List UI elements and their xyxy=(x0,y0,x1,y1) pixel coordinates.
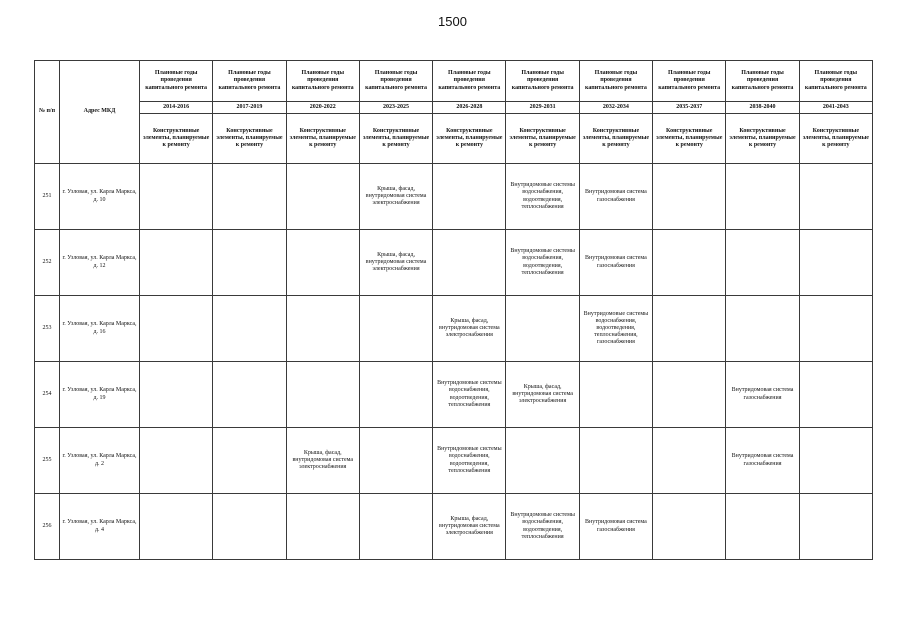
row-number: 251 xyxy=(35,164,60,230)
header-period: 2023-2025 xyxy=(359,102,432,114)
row-address: г. Узловая, ул. Карла Маркса, д. 10 xyxy=(60,164,140,230)
work-cell: Внутридомовые системы водоснабжения, водоотведения, теплоснабжения xyxy=(506,494,579,560)
work-cell xyxy=(799,230,872,296)
work-cell: Крыша, фасад, внутридомовая система электроснабжения xyxy=(433,296,506,362)
work-cell xyxy=(653,494,726,560)
header-period: 2041-2043 xyxy=(799,102,872,114)
work-cell xyxy=(506,428,579,494)
work-cell xyxy=(140,362,213,428)
work-cell xyxy=(140,230,213,296)
table-row xyxy=(35,494,873,560)
header-planned-years: Плановые годы проведения капитального ремонта xyxy=(726,61,799,102)
work-cell xyxy=(726,164,799,230)
work-cell xyxy=(579,428,652,494)
header-planned-years: Плановые годы проведения капитального ремонта xyxy=(213,61,286,102)
header-planned-years: Плановые годы проведения капитального ремонта xyxy=(433,61,506,102)
work-cell xyxy=(359,494,432,560)
row-address: г. Узловая, ул. Карла Маркса, д. 16 xyxy=(60,296,140,362)
work-cell xyxy=(286,296,359,362)
work-cell xyxy=(726,296,799,362)
work-cell xyxy=(579,362,652,428)
work-cell: Внутридомовая система газоснабжения xyxy=(579,494,652,560)
work-cell: Внутридомовая система газоснабжения xyxy=(579,164,652,230)
header-period: 2026-2028 xyxy=(433,102,506,114)
work-cell xyxy=(799,164,872,230)
header-planned-years: Плановые годы проведения капитального ремонта xyxy=(359,61,432,102)
row-address: г. Узловая, ул. Карла Маркса, д. 12 xyxy=(60,230,140,296)
header-number: № п/п xyxy=(35,61,60,164)
row-number: 252 xyxy=(35,230,60,296)
work-cell xyxy=(213,428,286,494)
header-planned-years: Плановые годы проведения капитального ремонта xyxy=(140,61,213,102)
work-cell xyxy=(286,494,359,560)
header-elements: Конструктивные элементы, планируемые к ремонту xyxy=(433,114,506,164)
work-cell: Внутридомовая система газоснабжения xyxy=(726,428,799,494)
work-cell xyxy=(286,362,359,428)
work-cell: Внутридомовые системы водоснабжения, водоотведения, теплоснабжения xyxy=(433,362,506,428)
work-cell xyxy=(359,296,432,362)
header-row-planned-years xyxy=(35,61,873,102)
work-cell xyxy=(433,164,506,230)
header-planned-years: Плановые годы проведения капитального ремонта xyxy=(579,61,652,102)
work-cell xyxy=(433,230,506,296)
work-cell xyxy=(140,296,213,362)
work-cell xyxy=(653,362,726,428)
header-planned-years: Плановые годы проведения капитального ремонта xyxy=(506,61,579,102)
work-cell xyxy=(140,428,213,494)
header-row-periods xyxy=(35,102,873,114)
work-cell: Внутридомовые системы водоснабжения, водоотведения, теплоснабжения xyxy=(506,230,579,296)
work-cell xyxy=(799,494,872,560)
header-planned-years: Плановые годы проведения капитального ремонта xyxy=(799,61,872,102)
header-planned-years: Плановые годы проведения капитального ремонта xyxy=(286,61,359,102)
header-elements: Конструктивные элементы, планируемые к ремонту xyxy=(653,114,726,164)
work-cell: Крыша, фасад, внутридомовая система электроснабжения xyxy=(433,494,506,560)
header-period: 2020-2022 xyxy=(286,102,359,114)
work-cell xyxy=(140,494,213,560)
header-elements: Конструктивные элементы, планируемые к ремонту xyxy=(359,114,432,164)
work-cell: Внутридомовая система газоснабжения xyxy=(579,230,652,296)
header-elements: Конструктивные элементы, планируемые к ремонту xyxy=(213,114,286,164)
header-elements: Конструктивные элементы, планируемые к ремонту xyxy=(726,114,799,164)
table-body xyxy=(35,164,873,560)
work-cell xyxy=(799,428,872,494)
row-address: г. Узловая, ул. Карла Маркса, д. 2 xyxy=(60,428,140,494)
work-cell xyxy=(213,362,286,428)
work-cell: Крыша, фасад, внутридомовая система электроснабжения xyxy=(359,164,432,230)
table-header xyxy=(35,61,873,164)
row-number: 254 xyxy=(35,362,60,428)
work-cell: Внутридомовые системы водоснабжения, водоотведения, теплоснабжения xyxy=(506,164,579,230)
repair-schedule-table xyxy=(34,60,873,560)
table-row xyxy=(35,428,873,494)
header-elements: Конструктивные элементы, планируемые к ремонту xyxy=(579,114,652,164)
work-cell xyxy=(506,296,579,362)
row-number: 255 xyxy=(35,428,60,494)
work-cell xyxy=(799,362,872,428)
work-cell xyxy=(213,296,286,362)
work-cell: Внутридомовая система газоснабжения xyxy=(726,362,799,428)
work-cell: Крыша, фасад, внутридомовая система электроснабжения xyxy=(359,230,432,296)
work-cell: Внутридомовые системы водоснабжения, водоотведения, теплоснабжения xyxy=(433,428,506,494)
work-cell xyxy=(653,296,726,362)
work-cell xyxy=(726,230,799,296)
work-cell xyxy=(653,230,726,296)
row-number: 256 xyxy=(35,494,60,560)
row-address: г. Узловая, ул. Карла Маркса, д. 4 xyxy=(60,494,140,560)
work-cell xyxy=(359,362,432,428)
header-period: 2017-2019 xyxy=(213,102,286,114)
table-row xyxy=(35,164,873,230)
table-row xyxy=(35,230,873,296)
header-period: 2038-2040 xyxy=(726,102,799,114)
header-row-elements xyxy=(35,114,873,164)
header-planned-years: Плановые годы проведения капитального ремонта xyxy=(653,61,726,102)
work-cell xyxy=(286,230,359,296)
work-cell: Крыша, фасад, внутридомовая система электроснабжения xyxy=(506,362,579,428)
header-period: 2032-2034 xyxy=(579,102,652,114)
header-elements: Конструктивные элементы, планируемые к ремонту xyxy=(140,114,213,164)
header-elements: Конструктивные элементы, планируемые к ремонту xyxy=(799,114,872,164)
table-row xyxy=(35,296,873,362)
header-elements: Конструктивные элементы, планируемые к ремонту xyxy=(506,114,579,164)
work-cell xyxy=(140,164,213,230)
work-cell xyxy=(359,428,432,494)
page-number: 1500 xyxy=(438,14,467,29)
work-cell: Крыша, фасад, внутридомовая система электроснабжения xyxy=(286,428,359,494)
work-cell xyxy=(799,296,872,362)
header-period: 2014-2016 xyxy=(140,102,213,114)
work-cell xyxy=(653,164,726,230)
work-cell xyxy=(213,494,286,560)
header-address: Адрес МКД xyxy=(60,61,140,164)
header-period: 2029-2031 xyxy=(506,102,579,114)
row-address: г. Узловая, ул. Карла Маркса, д. 19 xyxy=(60,362,140,428)
work-cell xyxy=(286,164,359,230)
work-cell: Внутридомовые системы водоснабжения, водоотведения, теплоснабжения, газоснабжения xyxy=(579,296,652,362)
work-cell xyxy=(213,164,286,230)
work-cell xyxy=(213,230,286,296)
work-cell xyxy=(726,494,799,560)
work-cell xyxy=(653,428,726,494)
row-number: 253 xyxy=(35,296,60,362)
header-period: 2035-2037 xyxy=(653,102,726,114)
table-row xyxy=(35,362,873,428)
header-elements: Конструктивные элементы, планируемые к ремонту xyxy=(286,114,359,164)
